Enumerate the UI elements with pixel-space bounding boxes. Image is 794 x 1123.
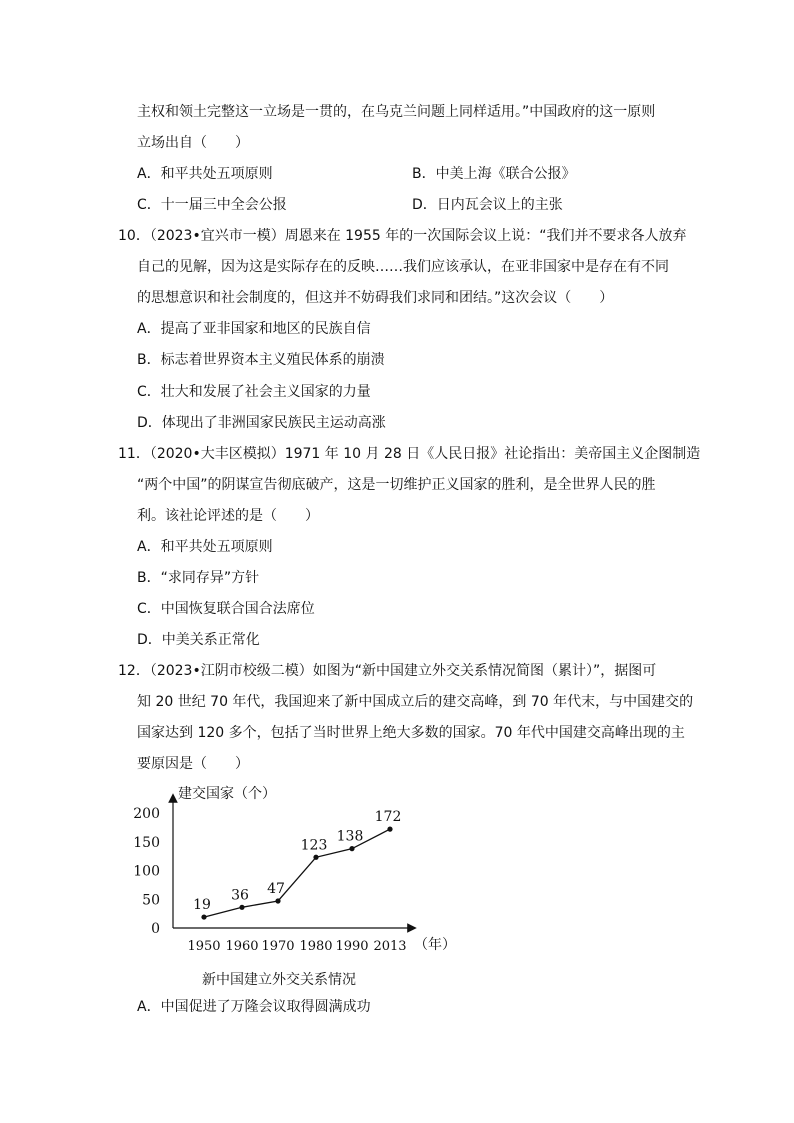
data-point	[201, 914, 206, 919]
q12-stem-line-4: 要原因是（ ）	[137, 756, 249, 772]
q12-stem-line-3: 国家达到 120 多个，包括了当时世界上绝大多数的国家。70 年代中国建交高峰出现的主	[137, 725, 685, 741]
x-tick-label: 1960	[225, 939, 259, 954]
chart-y-ticks	[133, 806, 160, 937]
q9-stem-line-1: 主权和领土完整这一立场是一贯的，在乌克兰问题上同样适用。”中国政府的这一原则	[137, 104, 656, 120]
diplomatic-relations-line-chart	[130, 778, 470, 998]
q9-option-a[interactable]: A．和平共处五项原则	[137, 166, 273, 182]
q10-option-d[interactable]: D．体现出了非洲国家民族民主运动高涨	[137, 415, 386, 431]
chart-title: 新中国建立外交关系情况	[202, 972, 356, 988]
chart-points	[201, 827, 392, 920]
q9-option-b[interactable]: B．中美上海《联合公报》	[412, 166, 576, 182]
data-point	[239, 905, 244, 910]
q10-option-b[interactable]: B．标志着世界资本主义殖民体系的崩溃	[137, 352, 385, 368]
data-label: 47	[267, 880, 285, 897]
q9-stem-line-2: 立场出自（ ）	[137, 135, 249, 151]
q10-stem-line-2: 自己的见解，因为这是实际存在的反映……我们应该承认，在亚非国家中是存在有不同	[137, 259, 669, 275]
q12-option-a[interactable]: A．中国促进了万隆会议取得圆满成功	[137, 999, 371, 1015]
q9-option-c[interactable]: C．十一届三中全会公报	[137, 197, 287, 213]
data-label: 138	[336, 828, 364, 845]
y-tick-label: 150	[133, 834, 160, 851]
q10-stem-line-3: 的思想意识和社会制度的，但这并不妨碍我们求同和团结。”这次会议（ ）	[137, 290, 614, 306]
q11-stem-line-2: “两个中国”的阴谋宣告彻底破产，这是一切维护正义国家的胜利，是全世界人民的胜	[137, 477, 656, 493]
q11-stem-line-3: 利。该社论评述的是（ ）	[137, 508, 319, 524]
x-tick-label: 1970	[261, 939, 295, 954]
y-tick-label: 50	[142, 892, 160, 909]
data-label: 36	[231, 887, 249, 904]
data-label: 19	[193, 897, 211, 914]
y-tick-label: 0	[151, 921, 160, 937]
q10-option-a[interactable]: A．提高了亚非国家和地区的民族自信	[137, 321, 371, 337]
data-label: 123	[300, 837, 328, 854]
chart-x-ticks	[187, 939, 406, 954]
q10-option-c[interactable]: C．壮大和发展了社会主义国家的力量	[137, 384, 371, 400]
chart-data-labels	[193, 809, 401, 913]
x-tick-label: 1980	[299, 939, 333, 954]
q11-option-b[interactable]: B．“求同存异”方针	[137, 570, 260, 586]
q12-stem-line-2: 知 20 世纪 70 年代，我国迎来了新中国成立后的建交高峰，到 70 年代末，与中国建交的	[137, 694, 694, 710]
q9-option-d[interactable]: D．日内瓦会议上的主张	[412, 197, 563, 213]
x-tick-label: 2013	[373, 939, 407, 954]
chart-y-axis-title: 建交国家（个）	[178, 786, 276, 802]
y-tick-label: 200	[133, 806, 160, 822]
data-point	[349, 846, 354, 851]
data-label: 172	[374, 809, 402, 826]
data-point	[387, 827, 392, 832]
q10-stem-line-1: 10．（2023•宜兴市一模）周恩来在 1955 年的一次国际会议上说：“我们并不要求各人放弃	[118, 228, 687, 244]
data-point	[313, 855, 318, 860]
data-point	[275, 898, 280, 903]
x-tick-label: 1990	[335, 939, 369, 954]
q11-option-d[interactable]: D．中美关系正常化	[137, 632, 260, 648]
q11-option-a[interactable]: A．和平共处五项原则	[137, 539, 273, 555]
q11-stem-line-1: 11．（2020•大丰区模拟）1971 年 10 月 28 日《人民日报》社论指出：美帝国主义企图制造	[118, 446, 701, 462]
q11-option-c[interactable]: C．中国恢复联合国合法席位	[137, 601, 315, 617]
y-tick-label: 100	[133, 863, 160, 880]
x-tick-label: 1950	[187, 939, 221, 954]
chart-x-axis-unit: （年）	[414, 937, 456, 953]
q12-stem-line-1: 12．（2023•江阴市校级二模）如图为“新中国建立外交关系情况简图（累计）”，据图可	[118, 663, 657, 679]
